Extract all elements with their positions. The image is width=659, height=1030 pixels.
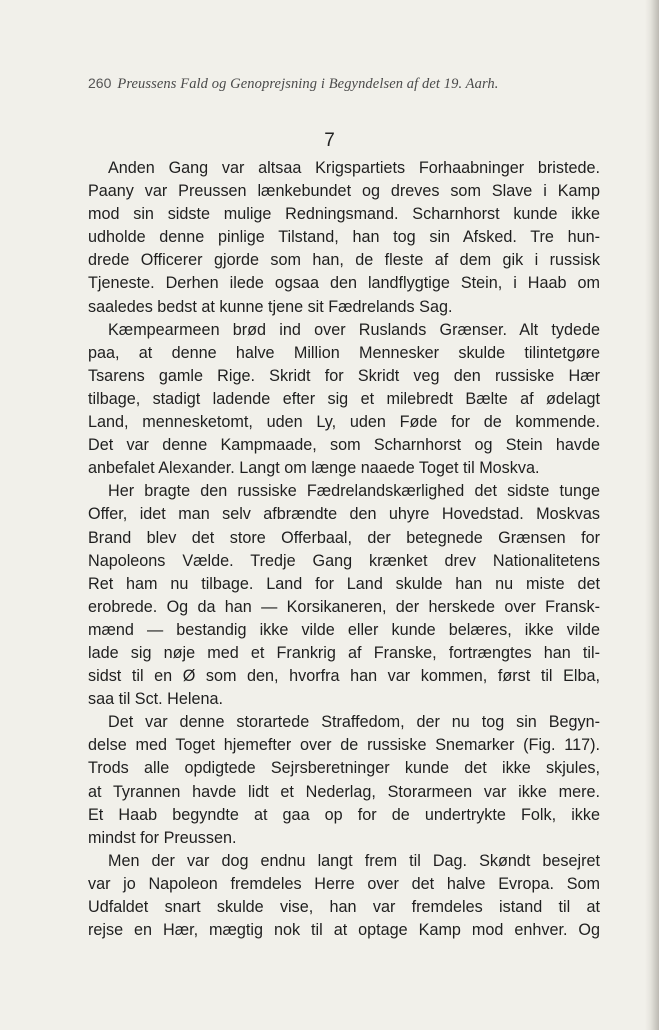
text-line: Tsarens gamle Rige. Skridt for Skridt veg den russiske Hær [88,366,600,385]
text-line: Tjeneste. Derhen ilede ogsaa den landflygtige Stein, i Haab om [88,274,600,293]
text-line: Paany var Preussen lænkebundet og dreves som Slave i Kamp [88,182,600,201]
text-line: sidst til en Ø som den, hvorfra han var kommen, først til Elba, [88,667,600,686]
paragraph [88,480,600,711]
text-line: Napoleons Vælde. Tredje Gang krænket drev Nationalitetens [88,551,600,570]
text-line: Land, mennesketomt, uden Ly, uden Føde for de kommende. [88,413,600,432]
text-line: Et Haab begyndte at gaa op for de undertrykte Folk, ikke [88,805,600,824]
text-line: delse med Toget hjemefter over de russiske Snemarker (Fig. 117). [88,736,600,755]
text-line: mod sin sidste mulige Redningsmand. Scharnhorst kunde ikke [88,205,600,224]
body-text [88,157,600,942]
text-line: Anden Gang var altsaa Krigspartiets Forhaabninger bristede. [108,159,600,177]
text-line: saa til Sct. Helena. [88,690,223,709]
text-line: at Tyrannen havde lidt et Nederlag, Storarmeen var ikke mere. [88,782,600,801]
text-line: Brand blev det store Offerbaal, der betegnede Grænsen for [88,528,600,547]
text-line: Kæmpearmeen brød ind over Ruslands Grænser. Alt tydede [108,320,600,339]
text-line: mindst for Preussen. [88,828,237,847]
text-line: Her bragte den russiske Fædrelandskærlighed det sidste tunge [108,482,600,501]
text-line: var jo Napoleon fremdeles Herre over det halve Evropa. Som [88,874,600,893]
page-number: 260 [88,75,112,91]
text-line: Det var denne Kampmaade, som Scharnhorst og Stein havde [88,436,600,455]
text-line: saaledes bedst at kunne tjene sit Fædrelands Sag. [88,297,453,316]
paragraph [88,711,600,850]
paragraph [88,157,600,319]
text-line: rejse en Hær, mægtig nok til at optage Kamp mod enhver. Og [88,921,600,940]
text-line: lade sig nøje med et Frankrig af Franske, fortrængtes han til- [88,643,600,662]
text-line: Offer, idet man selv afbrændte den uhyre Hovedstad. Moskvas [88,505,600,524]
text-line: Udfaldet snart skulde vise, han var fremdeles istand til at [88,898,600,916]
text-line: Men der var dog endnu langt frem til Dag. Skøndt besejret [108,851,600,870]
text-line: drede Officerer gjorde som han, de fleste af dem gik i russisk [88,251,600,270]
chapter-number: 7 [324,130,335,151]
text-line: Ret ham nu tilbage. Land for Land skulde han nu miste det [88,574,600,593]
text-line: tilbage, stadigt ladende efter sig et milebredt Bælte af ødelagt [88,389,600,408]
text-line: Det var denne storartede Straffedom, der nu tog sin Begyn- [108,713,600,732]
paragraph [88,850,600,942]
text-line: Trods alle opdigtede Sejrsberetninger kunde det ikke skjules, [88,759,600,778]
paragraph [88,319,600,481]
text-line: paa, at denne halve Million Mennesker skulde tilintetgøre [88,343,600,362]
text-line: mænd — bestandig ikke vilde eller kunde belæres, ikke vilde [88,620,600,639]
running-title: Preussens Fald og Genoprejsning i Begyndelsen af det 19. Aarh. [117,76,499,92]
text-line: udholde denne pinlige Tilstand, han tog sin Afsked. Tre hun- [88,228,600,247]
text-line: anbefalet Alexander. Langt om længe naaede Toget til Moskva. [88,459,540,478]
page-edge [645,0,659,1030]
running-head [88,75,608,93]
text-line: erobrede. Og da han — Korsikaneren, der herskede over Fransk- [88,597,600,616]
